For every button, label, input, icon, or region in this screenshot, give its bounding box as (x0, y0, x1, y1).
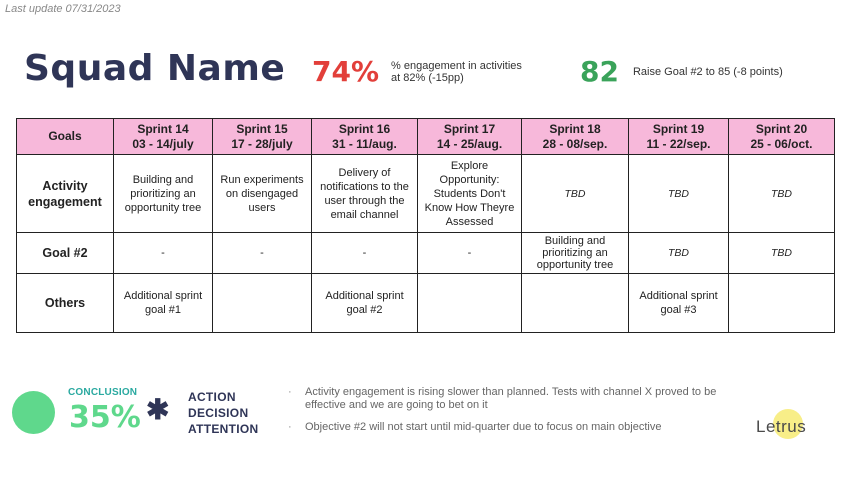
table-cell (213, 274, 312, 333)
column-header-sprint-16 (312, 119, 418, 155)
tag-action: ACTION (188, 390, 236, 404)
sprint-name: Sprint 16 (338, 121, 391, 136)
table-cell: TBD (629, 233, 729, 274)
sprint-dates: 03 - 14/july (132, 136, 194, 151)
kpi-engagement-value: 74% (312, 55, 380, 88)
column-header-sprint-15 (213, 119, 312, 155)
kpi-engagement (312, 55, 522, 88)
kpi-goal2 (580, 55, 783, 88)
last-update-text: Last update 07/31/2023 (5, 3, 121, 15)
kpi-engagement-line1: % engagement in activities (391, 59, 522, 72)
table-cell: Additional sprint goal #3 (629, 274, 729, 333)
column-header-sprint-17 (418, 119, 522, 155)
table-row-activity-engagement (17, 155, 835, 233)
conclusion-tags (188, 389, 258, 437)
table-cell: Building and prioritizing an opportunity tree (114, 155, 213, 233)
sprint-dates: 28 - 08/sep. (542, 136, 608, 151)
table-cell: - (213, 233, 312, 274)
page-title: Squad Name (24, 48, 286, 89)
kpi-engagement-description (391, 60, 522, 84)
logo-text: Letrus (756, 417, 807, 436)
column-header-sprint-14 (114, 119, 213, 155)
bullet-icon: · (288, 421, 292, 433)
column-header-label: Goals (48, 129, 82, 143)
note-item (288, 386, 758, 412)
column-header-goals (17, 119, 114, 155)
column-header-sprint-20 (729, 119, 835, 155)
table-cell (729, 274, 835, 333)
sprint-dates: 11 - 22/sep. (646, 136, 711, 151)
sprint-dates: 31 - 11/aug. (332, 136, 397, 151)
column-header-sprint-18 (522, 119, 629, 155)
table-cell: Building and prioritizing an opportunity tree (522, 233, 629, 274)
sprint-name: Sprint 17 (443, 121, 496, 136)
sprint-goals-table (16, 118, 835, 333)
sprint-name: Sprint 14 (137, 121, 189, 136)
column-header-sprint-19 (629, 119, 729, 155)
sprint-dates: 14 - 25/aug. (436, 136, 503, 151)
table-cell: TBD (629, 155, 729, 233)
table-cell: TBD (729, 155, 835, 233)
table-cell: Additional sprint goal #1 (114, 274, 213, 333)
kpi-engagement-line2: at 82% (-15pp) (391, 71, 464, 84)
conclusion-value: 35% (69, 400, 141, 435)
sprint-name: Sprint 15 (236, 121, 288, 136)
table-cell: - (312, 233, 418, 274)
table-cell: TBD (522, 155, 629, 233)
conclusion-circle-icon (12, 391, 55, 434)
note-text: Activity engagement is rising slower than planned. Tests with channel X proved to be effective and we are going to bet on it (305, 386, 717, 411)
kpi-goal2-value: 82 (580, 55, 619, 88)
asterisk-icon: ✱ (146, 394, 170, 425)
table-cell: Additional sprint goal #2 (312, 274, 418, 333)
table-row-goal-2 (17, 233, 835, 274)
row-header: Goal #2 (17, 233, 114, 274)
table-cell (418, 274, 522, 333)
table-row-others (17, 274, 835, 333)
table-cell: Explore Opportunity: Students Don't Know How Theyre Assessed (418, 155, 522, 233)
row-header: Others (17, 274, 114, 333)
tag-decision: DECISION (188, 406, 249, 420)
table-cell: - (418, 233, 522, 274)
sprint-name: Sprint 18 (549, 121, 601, 136)
sprint-name: Sprint 19 (652, 121, 705, 136)
note-text: Objective #2 will not start until mid-quarter due to focus on main objective (305, 421, 662, 433)
conclusion-notes (288, 386, 758, 443)
sprint-name: Sprint 20 (755, 121, 808, 136)
tag-attention: ATTENTION (188, 422, 259, 436)
kpi-goal2-description: Raise Goal #2 to 85 (-8 points) (632, 65, 783, 78)
table-cell: - (114, 233, 213, 274)
bullet-icon: · (288, 386, 292, 398)
table-cell (522, 274, 629, 333)
note-item (288, 421, 758, 434)
table-header-row (17, 119, 835, 155)
row-header: Activity engagement (17, 155, 114, 233)
sprint-dates: 25 - 06/oct. (750, 136, 813, 151)
table-cell: Delivery of notifications to the user through the email channel (312, 155, 418, 233)
letrus-logo (756, 409, 820, 443)
conclusion-label: CONCLUSION (68, 387, 138, 398)
table-cell: TBD (729, 233, 835, 274)
sprint-dates: 17 - 28/july (231, 136, 293, 151)
table-cell: Run experiments on disengaged users (213, 155, 312, 233)
